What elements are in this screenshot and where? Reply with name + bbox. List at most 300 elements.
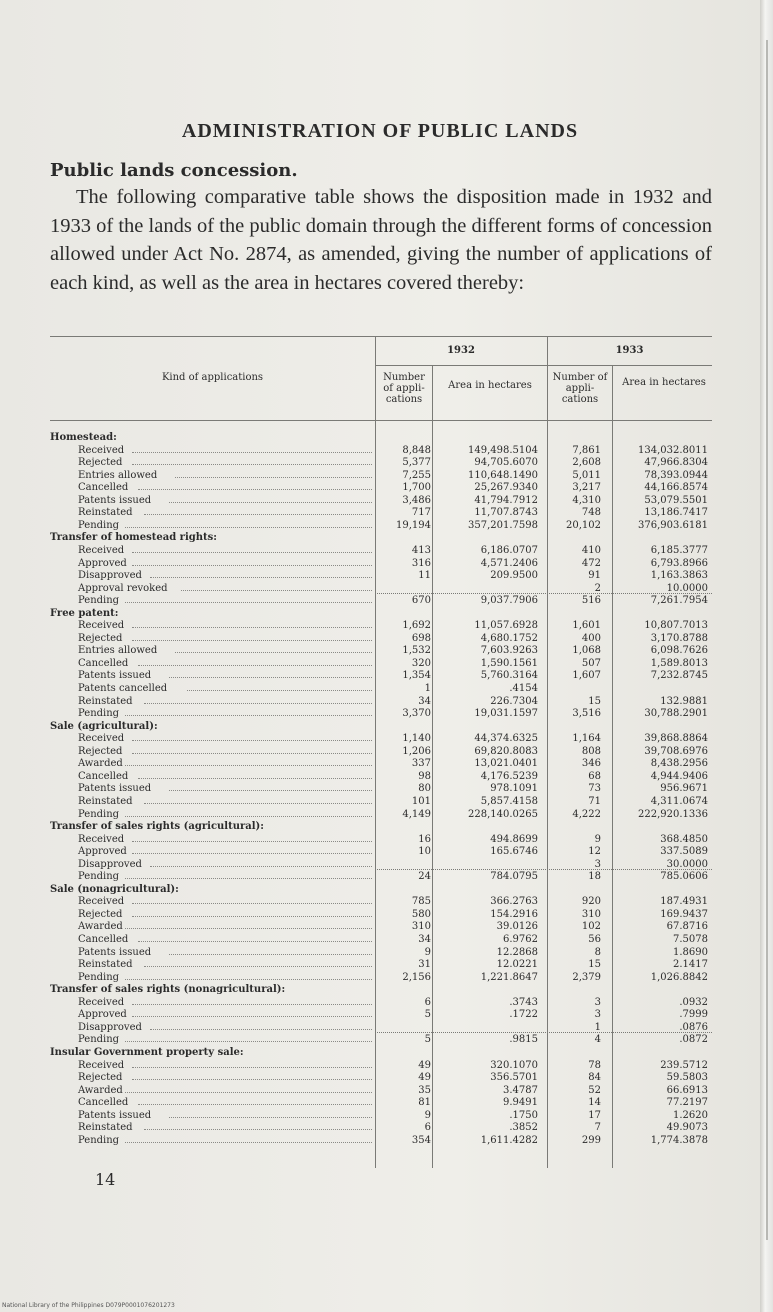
number-1932: 98: [418, 770, 431, 782]
intro-paragraph: [50, 183, 712, 297]
row-label: Patents issued: [78, 670, 152, 682]
number-1932: 8,848: [402, 444, 431, 456]
area-1932: .3852: [509, 1122, 538, 1134]
col-area-1932: Area in hectares: [448, 380, 532, 391]
number-1933: 18: [588, 871, 601, 883]
number-1932: 80: [418, 783, 431, 795]
area-1933: 222,920.1336: [638, 808, 708, 820]
row-label: Patents issued: [78, 946, 152, 958]
row-label: Awarded: [78, 1084, 123, 1096]
number-1933: 3,217: [572, 482, 601, 494]
table-row: [50, 482, 710, 493]
area-1932: .9815: [509, 1034, 538, 1046]
scan-footer: National Library of the Philippines D079P0001076201273: [2, 1302, 175, 1309]
row-label: Rejected: [78, 908, 123, 920]
row-label: Pending: [78, 808, 120, 820]
table-row: [50, 1034, 710, 1045]
leader-dots: [144, 803, 372, 804]
leader-dots: [169, 1117, 372, 1118]
number-1933: 1: [594, 1021, 601, 1033]
area-1932: .1750: [509, 1109, 538, 1121]
page-edge-line: [766, 40, 768, 1240]
table-row: [50, 758, 710, 769]
row-label: Received: [78, 544, 125, 556]
number-1933: 1,601: [572, 620, 601, 632]
table-row: [50, 746, 710, 757]
leader-dots: [125, 878, 372, 879]
area-1932: 12.2868: [496, 946, 538, 958]
row-label: Sale (agricultural):: [50, 720, 158, 732]
number-1932: 10: [418, 846, 431, 858]
area-1933: 59.5803: [666, 1072, 708, 1084]
row-label: Approved: [78, 846, 127, 858]
leader-dots: [132, 740, 372, 741]
row-label: Received: [78, 833, 125, 845]
row-label: Received: [78, 620, 125, 632]
leader-dots: [144, 514, 372, 515]
area-1932: .4154: [509, 683, 538, 694]
table-row: [50, 972, 710, 983]
row-label: Patents issued: [78, 494, 152, 506]
intro-text: The following comparative table shows the disposition made in 1932 and 1933 of the lands of the public domain through the different forms of concession allowed under Act No. 2874, as amended, giving the number of applications of each kind, as well as the area in hectares covered thereby:: [50, 186, 712, 294]
area-1933: 7,232.8745: [650, 670, 708, 682]
table-row: [50, 1110, 710, 1121]
number-1932: 1,354: [402, 670, 431, 682]
area-1933: .0932: [679, 996, 708, 1008]
area-1933: 956.9671: [660, 783, 708, 795]
number-1932: 9: [424, 946, 431, 958]
area-1933: 376,903.6181: [638, 519, 708, 531]
page-number: 14: [95, 1170, 116, 1189]
number-1933: 56: [588, 934, 601, 945]
number-1932: 1: [424, 683, 431, 694]
table-row: [50, 1009, 710, 1020]
table-row: [50, 583, 710, 594]
area-1933: 134,032.8011: [638, 444, 708, 456]
number-1933: 516: [581, 595, 601, 607]
table-row: [50, 683, 710, 694]
table-row: [50, 859, 710, 870]
row-label: Homestead:: [50, 432, 117, 443]
number-1932: 3,370: [402, 708, 431, 720]
table-row: [50, 771, 710, 782]
area-1933: 4,311.0674: [650, 795, 708, 807]
table-row: [50, 1072, 710, 1083]
table-row: [50, 645, 710, 656]
area-1932: 25,267.9340: [474, 482, 538, 494]
row-label: Patents issued: [78, 1109, 152, 1121]
number-1933: 15: [588, 695, 601, 707]
area-1932: 366.2763: [490, 896, 538, 908]
row-label: Received: [78, 896, 125, 908]
number-1932: 337: [411, 758, 431, 770]
number-1933: 17: [588, 1109, 601, 1121]
number-1933: 400: [581, 632, 601, 644]
area-1932: 357,201.7598: [468, 519, 538, 531]
area-1932: 3.4787: [503, 1084, 538, 1096]
number-1933: 310: [581, 908, 601, 920]
table-row: [50, 809, 710, 820]
row-label: Approval revoked: [78, 582, 168, 594]
area-1933: 66.6913: [666, 1084, 708, 1096]
row-label: Received: [78, 996, 125, 1008]
area-1933: 77.2197: [666, 1097, 708, 1109]
area-1932: 44,374.6325: [474, 733, 538, 745]
number-1933: 8: [594, 946, 601, 958]
area-1932: 4,176.5239: [480, 770, 538, 782]
number-1932: 101: [411, 795, 431, 807]
area-1933: 187.4931: [660, 896, 708, 908]
area-1932: 5,857.4158: [480, 795, 538, 807]
table-top-rule: [50, 336, 712, 337]
table-row: [50, 921, 710, 932]
row-label: Received: [78, 733, 125, 745]
area-1933: 1.2620: [673, 1109, 708, 1121]
number-1933: 71: [588, 795, 601, 807]
area-1933: .0872: [679, 1034, 708, 1046]
number-1933: 84: [588, 1072, 601, 1084]
area-1933: 53,079.5501: [644, 494, 708, 506]
area-1932: 41,794.7912: [474, 494, 538, 506]
area-1932: 1,590.1561: [480, 657, 538, 669]
area-1933: 1,163.3863: [650, 570, 708, 582]
section-row: [50, 884, 710, 895]
area-1932: 165.6746: [490, 846, 538, 858]
leader-dots: [125, 1142, 372, 1143]
table-row: [50, 696, 710, 707]
number-1933: 73: [588, 783, 601, 795]
area-1932: 69,820.8083: [474, 745, 538, 757]
leader-dots: [138, 489, 372, 490]
table-row: [50, 733, 710, 744]
area-1932: 4,571.2406: [480, 557, 538, 569]
table-row: [50, 520, 710, 531]
row-label: Cancelled: [78, 934, 129, 945]
section-row: [50, 532, 710, 543]
section-row: [50, 721, 710, 732]
table-row: [50, 1122, 710, 1133]
leader-dots: [132, 853, 372, 854]
leader-dots: [150, 866, 372, 867]
area-1932: 320.1070: [490, 1059, 538, 1071]
area-1933: 6,185.3777: [650, 544, 708, 556]
number-1933: 299: [581, 1134, 601, 1146]
area-1932: 13,021.0401: [474, 758, 538, 770]
section-row: [50, 1047, 710, 1058]
number-1933: 346: [581, 758, 601, 770]
number-1933: 15: [588, 959, 601, 971]
number-1933: 1,068: [572, 645, 601, 657]
row-label: Cancelled: [78, 770, 129, 782]
row-label: Reinstated: [78, 795, 133, 807]
number-1932: 670: [411, 595, 431, 607]
number-1932: 413: [411, 544, 431, 556]
area-1932: 12.0221: [496, 959, 538, 971]
number-1933: 12: [588, 846, 601, 858]
area-1932: 94,705.6070: [474, 457, 538, 469]
year-1932: 1932: [447, 345, 475, 356]
leader-dots: [125, 816, 372, 817]
number-1932: 1,692: [402, 620, 431, 632]
row-label: Transfer of sales rights (agricultural):: [50, 821, 264, 833]
number-1932: 316: [411, 557, 431, 569]
area-1933: 39,708.6976: [644, 745, 708, 757]
area-1933: .7999: [679, 1009, 708, 1021]
leader-dots: [125, 602, 372, 603]
area-1933: 132.9881: [660, 695, 708, 707]
number-1933: 5,011: [572, 469, 601, 481]
number-1933: 52: [588, 1084, 601, 1096]
row-label: Rejected: [78, 745, 123, 757]
area-1933: 10,807.7013: [644, 620, 708, 632]
row-label: Patents cancelled: [78, 683, 168, 694]
leader-dots: [150, 577, 372, 578]
number-1932: 49: [418, 1072, 431, 1084]
table-row: [50, 834, 710, 845]
table-row: [50, 545, 710, 556]
area-1933: 785.0606: [660, 871, 708, 883]
row-label: Transfer of sales rights (nonagricultural):: [50, 984, 286, 996]
row-label: Insular Government property sale:: [50, 1046, 244, 1058]
subtotal-rule: [375, 593, 712, 594]
area-1933: 30.0000: [666, 858, 708, 870]
year-1933: 1933: [615, 345, 644, 356]
number-1932: 1,700: [402, 482, 431, 494]
area-1933: 78,393.0944: [644, 469, 708, 481]
area-1932: 6.9762: [503, 934, 538, 945]
number-1933: 748: [581, 507, 601, 519]
area-1933: 7,261.7954: [650, 595, 708, 607]
row-label: Transfer of homestead rights:: [50, 532, 217, 544]
area-1932: 784.0795: [490, 871, 538, 883]
leader-dots: [132, 1067, 372, 1068]
area-1933: 49.9073: [666, 1122, 708, 1134]
leader-dots: [132, 552, 372, 553]
number-1933: 4,222: [572, 808, 601, 820]
leader-dots: [125, 1092, 372, 1093]
number-1933: 2,379: [572, 971, 601, 983]
row-label: Rejected: [78, 1072, 123, 1084]
row-label: Awarded: [78, 758, 123, 770]
leader-dots: [132, 452, 372, 453]
number-1932: 1,140: [402, 733, 431, 745]
number-1932: 310: [411, 921, 431, 933]
table-row: [50, 934, 710, 945]
area-1933: 169.9437: [660, 908, 708, 920]
area-1932: 228,140.0265: [468, 808, 538, 820]
section-row: [50, 608, 710, 619]
leader-dots: [187, 690, 372, 691]
number-1932: 4,149: [402, 808, 431, 820]
number-1933: 410: [581, 544, 601, 556]
area-1932: 39.0126: [496, 921, 538, 933]
number-1933: 2,608: [572, 457, 601, 469]
number-1933: 3: [594, 858, 601, 870]
leader-dots: [138, 665, 372, 666]
number-1933: 102: [581, 921, 601, 933]
area-1932: 9.9491: [503, 1097, 538, 1109]
number-1932: 580: [411, 908, 431, 920]
number-1932: 19,194: [396, 519, 431, 531]
row-label: Approved: [78, 557, 127, 569]
row-label: Sale (nonagricultural):: [50, 883, 179, 895]
area-1932: 356.5701: [490, 1072, 538, 1084]
area-1933: 1,026.8842: [650, 971, 708, 983]
table-row: [50, 871, 710, 882]
number-1933: 9: [594, 833, 601, 845]
area-1932: 9,037.7906: [480, 595, 538, 607]
number-1933: 68: [588, 770, 601, 782]
area-1933: 368.4850: [660, 833, 708, 845]
number-1933: 1,164: [572, 733, 601, 745]
area-1933: .0876: [679, 1021, 708, 1033]
leader-dots: [132, 916, 372, 917]
area-1932: 6,186.0707: [480, 544, 538, 556]
area-1932: 154.2916: [490, 908, 538, 920]
leader-dots: [132, 903, 372, 904]
area-1932: 19,031.1597: [474, 708, 538, 720]
leader-dots: [125, 715, 372, 716]
area-1932: 7,603.9263: [480, 645, 538, 657]
leader-dots: [169, 954, 372, 955]
leader-dots: [169, 502, 372, 503]
leader-dots: [132, 1004, 372, 1005]
leader-dots: [138, 941, 372, 942]
table-row: [50, 670, 710, 681]
number-1933: 920: [581, 896, 601, 908]
number-1932: 717: [411, 507, 431, 519]
number-1933: 4: [594, 1034, 601, 1046]
row-label: Disapproved: [78, 570, 142, 582]
number-1932: 6: [424, 996, 431, 1008]
area-1933: 44,166.8574: [644, 482, 708, 494]
number-1933: 3: [594, 996, 601, 1008]
table-row: [50, 570, 710, 581]
leader-dots: [132, 640, 372, 641]
leader-dots: [144, 1129, 372, 1130]
row-label: Disapproved: [78, 858, 142, 870]
year-rule: [375, 365, 712, 366]
number-1932: 6: [424, 1122, 431, 1134]
leader-dots: [125, 527, 372, 528]
area-1933: 2.1417: [673, 959, 708, 971]
table-row: [50, 495, 710, 506]
table-row: [50, 896, 710, 907]
area-1932: 209.9500: [490, 570, 538, 582]
area-1933: 10.0000: [666, 582, 708, 594]
row-label: Cancelled: [78, 482, 129, 494]
number-1932: 1,532: [402, 645, 431, 657]
table-row: [50, 558, 710, 569]
area-1933: 8,438.2956: [650, 758, 708, 770]
table-row: [50, 1060, 710, 1071]
leader-dots: [138, 778, 372, 779]
table-row: [50, 846, 710, 857]
number-1932: 785: [411, 896, 431, 908]
leader-dots: [132, 627, 372, 628]
section-row: [50, 984, 710, 995]
row-label: Pending: [78, 1034, 120, 1046]
row-label: Received: [78, 444, 125, 456]
leader-dots: [169, 790, 372, 791]
row-label: Pending: [78, 595, 120, 607]
area-1933: 6,098.7626: [650, 645, 708, 657]
col-area-1933: Area in hectares: [622, 377, 706, 388]
table-row: [50, 1085, 710, 1096]
number-1933: 4,310: [572, 494, 601, 506]
area-1933: 1.8690: [673, 946, 708, 958]
row-label: Free patent:: [50, 607, 119, 619]
leader-dots: [181, 590, 372, 591]
number-1932: 81: [418, 1097, 431, 1109]
row-label: Entries allowed: [78, 645, 158, 657]
area-1933: 239.5712: [660, 1059, 708, 1071]
number-1932: 9: [424, 1109, 431, 1121]
number-1932: 5: [424, 1034, 431, 1046]
area-1932: 494.8699: [490, 833, 538, 845]
number-1932: 3,486: [402, 494, 431, 506]
number-1932: 2,156: [402, 971, 431, 983]
table-row: [50, 796, 710, 807]
number-1932: 49: [418, 1059, 431, 1071]
leader-dots: [144, 966, 372, 967]
table-row: [50, 470, 710, 481]
number-1933: 20,102: [566, 519, 601, 531]
leader-dots: [169, 677, 372, 678]
row-label: Pending: [78, 971, 120, 983]
row-label: Pending: [78, 708, 120, 720]
table-row: [50, 783, 710, 794]
number-1932: 34: [418, 695, 431, 707]
row-label: Patents issued: [78, 783, 152, 795]
row-label: Reinstated: [78, 1122, 133, 1134]
number-1932: 1,206: [402, 745, 431, 757]
area-1932: 978.1091: [490, 783, 538, 795]
area-1933: 3,170.8788: [650, 632, 708, 644]
area-1933: 1,589.8013: [650, 657, 708, 669]
table-row: [50, 633, 710, 644]
number-1932: 7,255: [402, 469, 431, 481]
area-1933: 1,774.3878: [650, 1134, 708, 1146]
table-row: [50, 909, 710, 920]
leader-dots: [150, 1029, 372, 1030]
row-label: Cancelled: [78, 657, 129, 669]
table-row: [50, 595, 710, 606]
row-label: Approved: [78, 1009, 127, 1021]
row-label: Received: [78, 1059, 125, 1071]
number-1933: 7,861: [572, 444, 601, 456]
number-1933: 507: [581, 657, 601, 669]
row-label: Pending: [78, 871, 120, 883]
leader-dots: [175, 652, 372, 653]
section-row: [50, 432, 710, 443]
number-1932: 11: [418, 570, 431, 582]
row-label: Disapproved: [78, 1021, 142, 1033]
area-1933: 47,966.8304: [644, 457, 708, 469]
number-1932: 5: [424, 1009, 431, 1021]
number-1933: 14: [588, 1097, 601, 1109]
number-1932: 35: [418, 1084, 431, 1096]
col-number-1932: Number of appli-cations: [383, 372, 425, 405]
leader-dots: [144, 703, 372, 704]
leader-dots: [132, 1016, 372, 1017]
col-number-1933: Number of appli-cations: [552, 372, 608, 405]
table-row: [50, 1097, 710, 1108]
table-row: [50, 708, 710, 719]
leader-dots: [125, 765, 372, 766]
area-1932: 4,680.1752: [480, 632, 538, 644]
leader-dots: [132, 1079, 372, 1080]
